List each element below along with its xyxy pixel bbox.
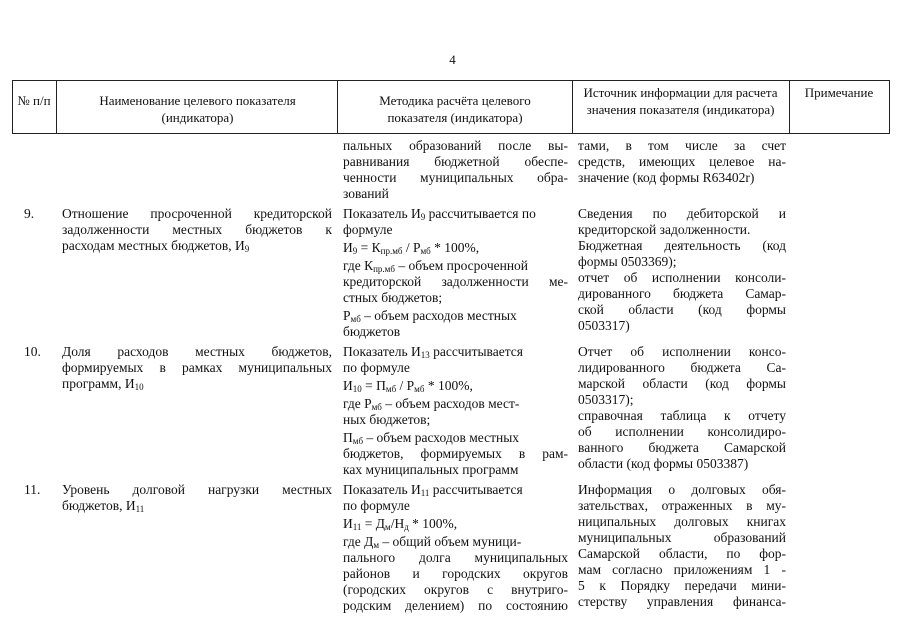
- formula-line: $И_{11} = Д_м/Н_д * 100\%$,: [343, 516, 458, 532]
- method-line: где $К_{пр.мб}$ – объем просроченной: [343, 258, 529, 274]
- method-line: бюджетов, формируемых в рам-: [343, 446, 568, 461]
- method-line: (городских округов с внутриго-: [343, 582, 568, 597]
- indicator-name-line: бюджетов, $И_{11}$: [62, 498, 145, 514]
- indicator-name-line: Доля расходов местных бюджетов,: [62, 344, 332, 359]
- header-col-method: Методика расчёта целевого показателя (индикатора): [379, 93, 531, 125]
- indicator-name-line: Отношение просроченной кредиторской: [62, 206, 332, 221]
- method-line: Показатель $И_{13}$ рассчитывается: [343, 344, 523, 360]
- source-line: лидированного бюджета Са-: [578, 360, 786, 375]
- method-line: где $Д_м$ – общий объем муници-: [343, 534, 522, 550]
- method-line: родским делением) по состоянию: [343, 598, 568, 613]
- method-line: ках муниципальных программ: [343, 462, 519, 477]
- source-line: об исполнении консолидиро-: [578, 424, 786, 439]
- indicator-name-line: Уровень долговой нагрузки местных: [62, 482, 332, 497]
- method-line: районов и городских округов: [343, 566, 568, 581]
- source-line: отчет об исполнении консоли-: [578, 270, 786, 285]
- header-divider: [56, 80, 57, 133]
- header-col-source: Источник информации для расчета значения показателя (индикатора): [583, 85, 778, 117]
- header-col-number: № п/п: [17, 93, 51, 108]
- source-line: стерству управления финанса-: [578, 594, 786, 609]
- source-line: ской области (код формы: [578, 302, 786, 317]
- row-number: 9.: [24, 206, 35, 221]
- source-line: муниципальных образований: [578, 530, 786, 545]
- method-line: пального долга муниципальных: [343, 550, 568, 565]
- row-number: 10.: [24, 344, 41, 359]
- method-line: по формуле: [343, 360, 410, 375]
- cont-source-line: значение (код формы R63402r): [578, 170, 755, 185]
- indicator-name-line: задолженности местных бюджетов к: [62, 222, 332, 237]
- source-line: Информация о долговых обя-: [578, 482, 786, 497]
- method-line: $П_{мб}$ – объем расходов местных: [343, 430, 520, 446]
- indicator-name-line: программ, $И_{10}$: [62, 376, 144, 392]
- method-line: формуле: [343, 222, 393, 237]
- source-line: мам согласно приложениям 1 -: [578, 562, 786, 577]
- method-line: Показатель $И_9$ рассчитывается по: [343, 206, 536, 222]
- method-line: стных бюджетов;: [343, 290, 443, 305]
- cont-method-line: зований: [343, 186, 389, 201]
- header-divider: [889, 80, 890, 133]
- page-number: 4: [449, 52, 456, 67]
- source-line: марской области (код формы: [578, 376, 786, 391]
- header-divider: [789, 80, 790, 133]
- method-line: $Р_{мб}$ – объем расходов местных: [343, 308, 517, 324]
- source-line: ванного бюджета Самарской: [578, 440, 786, 455]
- source-line: ниципальных долговых книгах: [578, 514, 786, 529]
- source-line: зательствах, отраженных в му-: [578, 498, 786, 513]
- formula-line: $И_9 = К_{пр.мб} / Р_{мб} * 100\%$,: [343, 240, 480, 256]
- source-line: Отчет об исполнении консо-: [578, 344, 786, 359]
- header-divider: [337, 80, 338, 133]
- method-line: по формуле: [343, 498, 410, 513]
- header-divider: [12, 80, 13, 133]
- source-line: справочная таблица к отчету: [578, 408, 786, 423]
- method-line: бюджетов: [343, 324, 401, 339]
- header-col-note: Примечание: [804, 85, 874, 100]
- source-line: 5 к Порядку передачи мини-: [578, 578, 786, 593]
- source-line: 0503317);: [578, 392, 634, 407]
- source-line: кредиторской задолженности.: [578, 222, 751, 237]
- cont-source-line: тами, в том числе за счет: [578, 138, 786, 153]
- method-line: ных бюджетов;: [343, 412, 431, 427]
- method-line: кредиторской задолженности ме-: [343, 274, 568, 289]
- source-line: дированного бюджета Самар-: [578, 286, 786, 301]
- method-line: где $Р_{мб}$ – объем расходов мест-: [343, 396, 520, 412]
- cont-source-line: средств, имеющих целевое на-: [578, 154, 786, 169]
- row-number: 11.: [24, 482, 41, 497]
- source-line: Сведения по дебиторской и: [578, 206, 786, 221]
- source-line: Самарской области, по фор-: [578, 546, 786, 561]
- method-line: Показатель $И_{11}$ рассчитывается: [343, 482, 523, 498]
- indicator-name-line: расходам местных бюджетов, $И_9$: [62, 238, 250, 254]
- cont-method-line: равнивания бюджетной обеспе-: [343, 154, 568, 169]
- source-line: формы 0503369);: [578, 254, 677, 269]
- source-line: 0503317): [578, 318, 630, 333]
- formula-line: $И_{10} = П_{мб} / Р_{мб} * 100\%$,: [343, 378, 473, 394]
- indicator-name-line: формируемых в рамках муниципальных: [62, 360, 332, 375]
- header-divider: [572, 80, 573, 133]
- source-line: Бюджетная деятельность (код: [578, 238, 786, 253]
- header-col-name: Наименование целевого показателя (индикатора): [99, 93, 296, 125]
- source-line: области (код формы 0503387): [578, 456, 749, 471]
- cont-method-line: пальных образований после вы-: [343, 138, 568, 153]
- cont-method-line: ченности муниципальных обра-: [343, 170, 568, 185]
